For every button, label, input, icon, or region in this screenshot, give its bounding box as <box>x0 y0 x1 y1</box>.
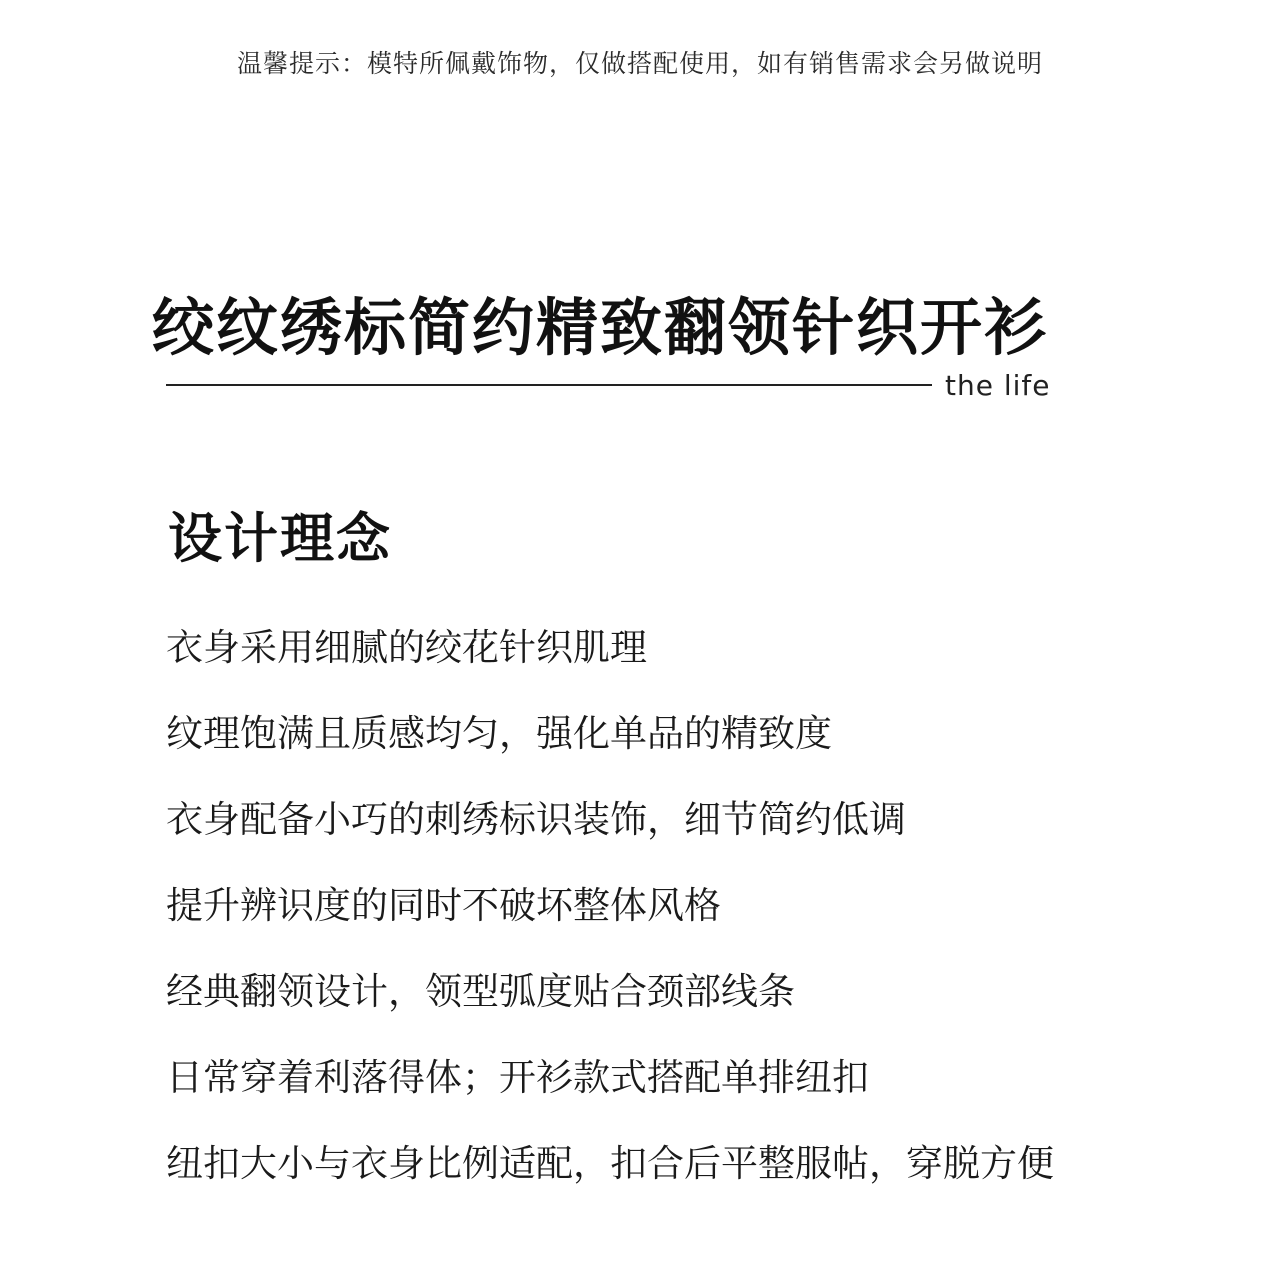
description-line: 衣身配备小巧的刺绣标识装饰，细节简约低调 <box>166 798 906 841</box>
design-description-list <box>166 622 1054 1224</box>
description-line: 经典翻领设计，领型弧度贴合颈部线条 <box>166 970 795 1013</box>
description-line: 提升辨识度的同时不破坏整体风格 <box>166 884 721 927</box>
description-line: 日常穿着利落得体；开衫款式搭配单排纽扣 <box>166 1056 869 1099</box>
divider-line <box>166 384 932 386</box>
notice-text: 温馨提示：模特所佩戴饰物，仅做搭配使用，如有销售需求会另做说明 <box>236 49 1043 78</box>
tagline: the life <box>945 369 1051 402</box>
description-line: 纽扣大小与衣身比例适配，扣合后平整服帖，穿脱方便 <box>166 1142 1054 1185</box>
section-heading: 设计理念 <box>168 507 392 570</box>
product-title: 绞纹绣标简约精致翻领针织开衫 <box>152 291 1049 364</box>
description-line: 衣身采用细腻的绞花针织肌理 <box>166 626 647 669</box>
description-line: 纹理饱满且质感均匀，强化单品的精致度 <box>166 712 832 755</box>
